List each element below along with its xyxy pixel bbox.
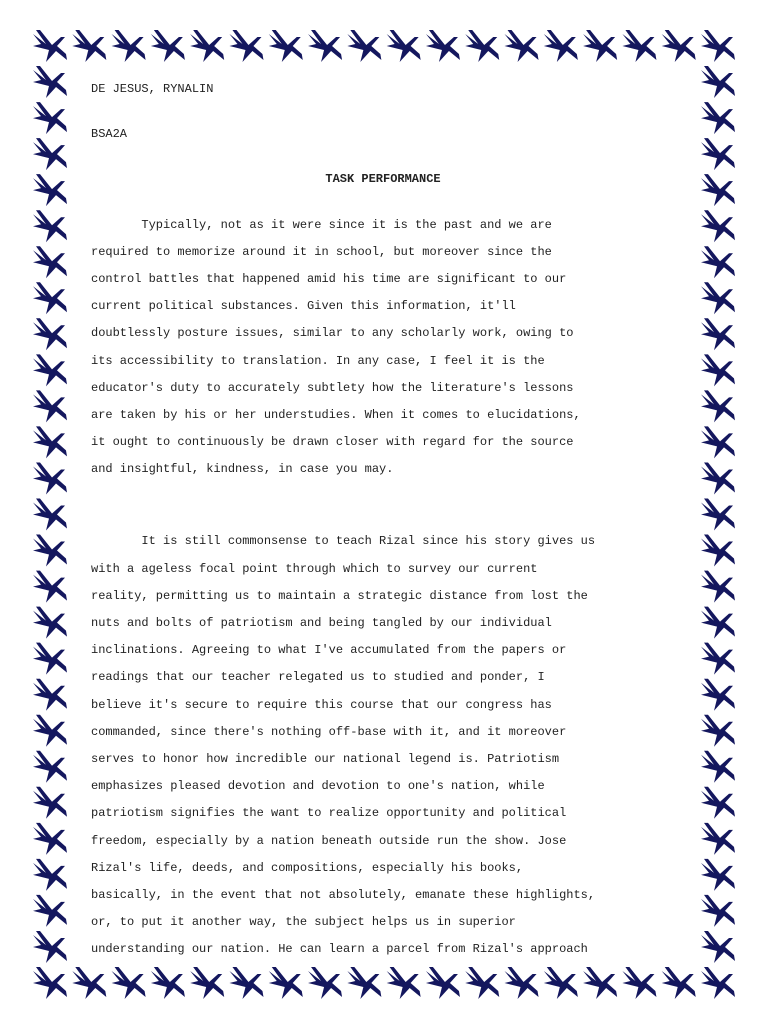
swallow-icon xyxy=(701,535,735,567)
swallow-icon xyxy=(33,30,67,62)
text-line: its accessibility to translation. In any case, I feel it is the xyxy=(91,353,545,368)
swallow-icon xyxy=(33,66,67,98)
text-line: are taken by his or her understudies. When it comes to elucidations, xyxy=(91,407,581,422)
paragraph-1 xyxy=(91,212,675,484)
swallow-icon xyxy=(662,30,696,62)
swallow-icon xyxy=(33,174,67,206)
swallow-icon xyxy=(701,679,735,711)
swallow-icon xyxy=(701,607,735,639)
swallow-icon xyxy=(33,823,67,855)
swallow-icon xyxy=(701,499,735,531)
swallow-icon xyxy=(701,66,735,98)
swallow-icon xyxy=(308,967,342,999)
swallow-icon xyxy=(701,282,735,314)
swallow-icon xyxy=(33,462,67,494)
swallow-icon xyxy=(33,715,67,747)
swallow-icon xyxy=(701,859,735,891)
text-line: basically, in the event that not absolutely, emanate these highlights, xyxy=(91,887,596,902)
paragraph-2 xyxy=(91,528,675,963)
text-line: reality, permitting us to maintain a strategic distance from lost the xyxy=(91,588,588,603)
text-line: It is still commonsense to teach Rizal since his story gives us xyxy=(91,534,596,549)
text-line: understanding our nation. He can learn a parcel from Rizal's approach xyxy=(91,942,588,957)
swallow-icon xyxy=(465,967,499,999)
text-line: patriotism signifies the want to realize opportunity and political xyxy=(91,806,567,821)
swallow-icon xyxy=(33,535,67,567)
swallow-icon xyxy=(505,967,539,999)
swallow-icon xyxy=(33,499,67,531)
swallow-icon xyxy=(33,643,67,675)
swallow-icon xyxy=(701,354,735,386)
swallow-icon xyxy=(701,246,735,278)
text-line: Rizal's life, deeds, and compositions, especially his books, xyxy=(91,860,524,875)
swallow-icon xyxy=(72,30,106,62)
text-line: required to memorize around it in school, but moreover since the xyxy=(91,244,552,259)
text-line: doubtlessly posture issues, similar to any scholarly work, owing to xyxy=(91,326,574,341)
swallow-icon xyxy=(701,895,735,927)
swallow-icon xyxy=(151,967,185,999)
swallow-icon xyxy=(112,30,146,62)
student-name: DE JESUS, RYNALIN xyxy=(91,82,214,96)
swallow-icon xyxy=(112,967,146,999)
swallow-icon xyxy=(622,967,656,999)
swallow-icon xyxy=(701,318,735,350)
swallow-icon xyxy=(701,390,735,422)
swallow-icon xyxy=(347,967,381,999)
swallow-icon xyxy=(701,138,735,170)
swallow-icon xyxy=(33,679,67,711)
swallow-icon xyxy=(701,174,735,206)
text-line: or, to put it another way, the subject helps us in superior xyxy=(91,915,516,930)
swallow-icon xyxy=(33,571,67,603)
swallow-icon xyxy=(701,102,735,134)
swallow-icon xyxy=(308,30,342,62)
text-line: it ought to continuously be drawn closer with regard for the source xyxy=(91,435,574,450)
swallow-icon xyxy=(33,102,67,134)
swallow-icon xyxy=(583,967,617,999)
swallow-icon xyxy=(229,967,263,999)
swallow-icon xyxy=(33,895,67,927)
swallow-icon xyxy=(387,30,421,62)
text-line: readings that our teacher relegated us to studied and ponder, I xyxy=(91,670,545,685)
swallow-icon xyxy=(426,967,460,999)
swallow-icon xyxy=(701,967,735,999)
swallow-icon xyxy=(269,967,303,999)
text-line: with a ageless focal point through which to survey our current xyxy=(91,561,538,576)
swallow-icon xyxy=(33,931,67,963)
swallow-icon xyxy=(701,715,735,747)
swallow-icon xyxy=(701,210,735,242)
swallow-icon xyxy=(33,354,67,386)
swallow-icon xyxy=(622,30,656,62)
text-line: believe it's secure to require this course that our congress has xyxy=(91,697,552,712)
swallow-icon xyxy=(33,138,67,170)
swallow-icon xyxy=(701,751,735,783)
swallow-icon xyxy=(701,823,735,855)
swallow-icon xyxy=(544,967,578,999)
swallow-icon xyxy=(387,967,421,999)
swallow-icon xyxy=(505,30,539,62)
text-line: educator's duty to accurately subtlety how the literature's lessons xyxy=(91,380,574,395)
swallow-icon xyxy=(33,967,67,999)
text-line: emphasizes pleased devotion and devotion to one's nation, while xyxy=(91,779,545,794)
swallow-icon xyxy=(347,30,381,62)
text-line: control battles that happened amid his time are significant to our xyxy=(91,271,567,286)
swallow-icon xyxy=(701,787,735,819)
swallow-icon xyxy=(701,571,735,603)
swallow-icon xyxy=(33,318,67,350)
swallow-icon xyxy=(426,30,460,62)
swallow-icon xyxy=(701,931,735,963)
student-section: BSA2A xyxy=(91,127,128,142)
text-line: Typically, not as it were since it is the past and we are xyxy=(91,217,552,232)
swallow-icon xyxy=(701,643,735,675)
swallow-icon xyxy=(33,751,67,783)
swallow-icon xyxy=(662,967,696,999)
text-line: nuts and bolts of patriotism and being tangled by our individual xyxy=(91,616,552,630)
swallow-icon xyxy=(701,426,735,458)
swallow-icon xyxy=(701,30,735,62)
text-line: freedom, especially by a nation beneath outside run the show. Jose xyxy=(91,833,567,848)
swallow-icon xyxy=(190,30,224,62)
swallow-icon xyxy=(33,282,67,314)
text-line: inclinations. Agreeing to what I've accumulated from the papers or xyxy=(91,643,567,658)
text-line: serves to honor how incredible our national legend is. Patriotism xyxy=(91,751,560,766)
swallow-icon xyxy=(33,607,67,639)
swallow-icon xyxy=(33,390,67,422)
text-line: and insightful, kindness, in case you may. xyxy=(91,462,394,477)
swallow-icon xyxy=(33,787,67,819)
swallow-icon xyxy=(72,967,106,999)
text-line: current political substances. Given this information, it'll xyxy=(91,299,516,314)
document-title: TASK PERFORMANCE xyxy=(325,172,441,187)
swallow-icon xyxy=(544,30,578,62)
swallow-icon xyxy=(701,462,735,494)
swallow-icon xyxy=(269,30,303,62)
text-line: commanded, since there's nothing off-base with it, and it moreover xyxy=(91,724,567,739)
swallow-icon xyxy=(583,30,617,62)
swallow-icon xyxy=(33,246,67,278)
swallow-icon xyxy=(465,30,499,62)
document-body xyxy=(91,76,675,963)
swallow-icon xyxy=(229,30,263,62)
swallow-icon xyxy=(33,859,67,891)
swallow-icon xyxy=(190,967,224,999)
swallow-icon xyxy=(151,30,185,62)
swallow-icon xyxy=(33,426,67,458)
swallow-icon xyxy=(33,210,67,242)
